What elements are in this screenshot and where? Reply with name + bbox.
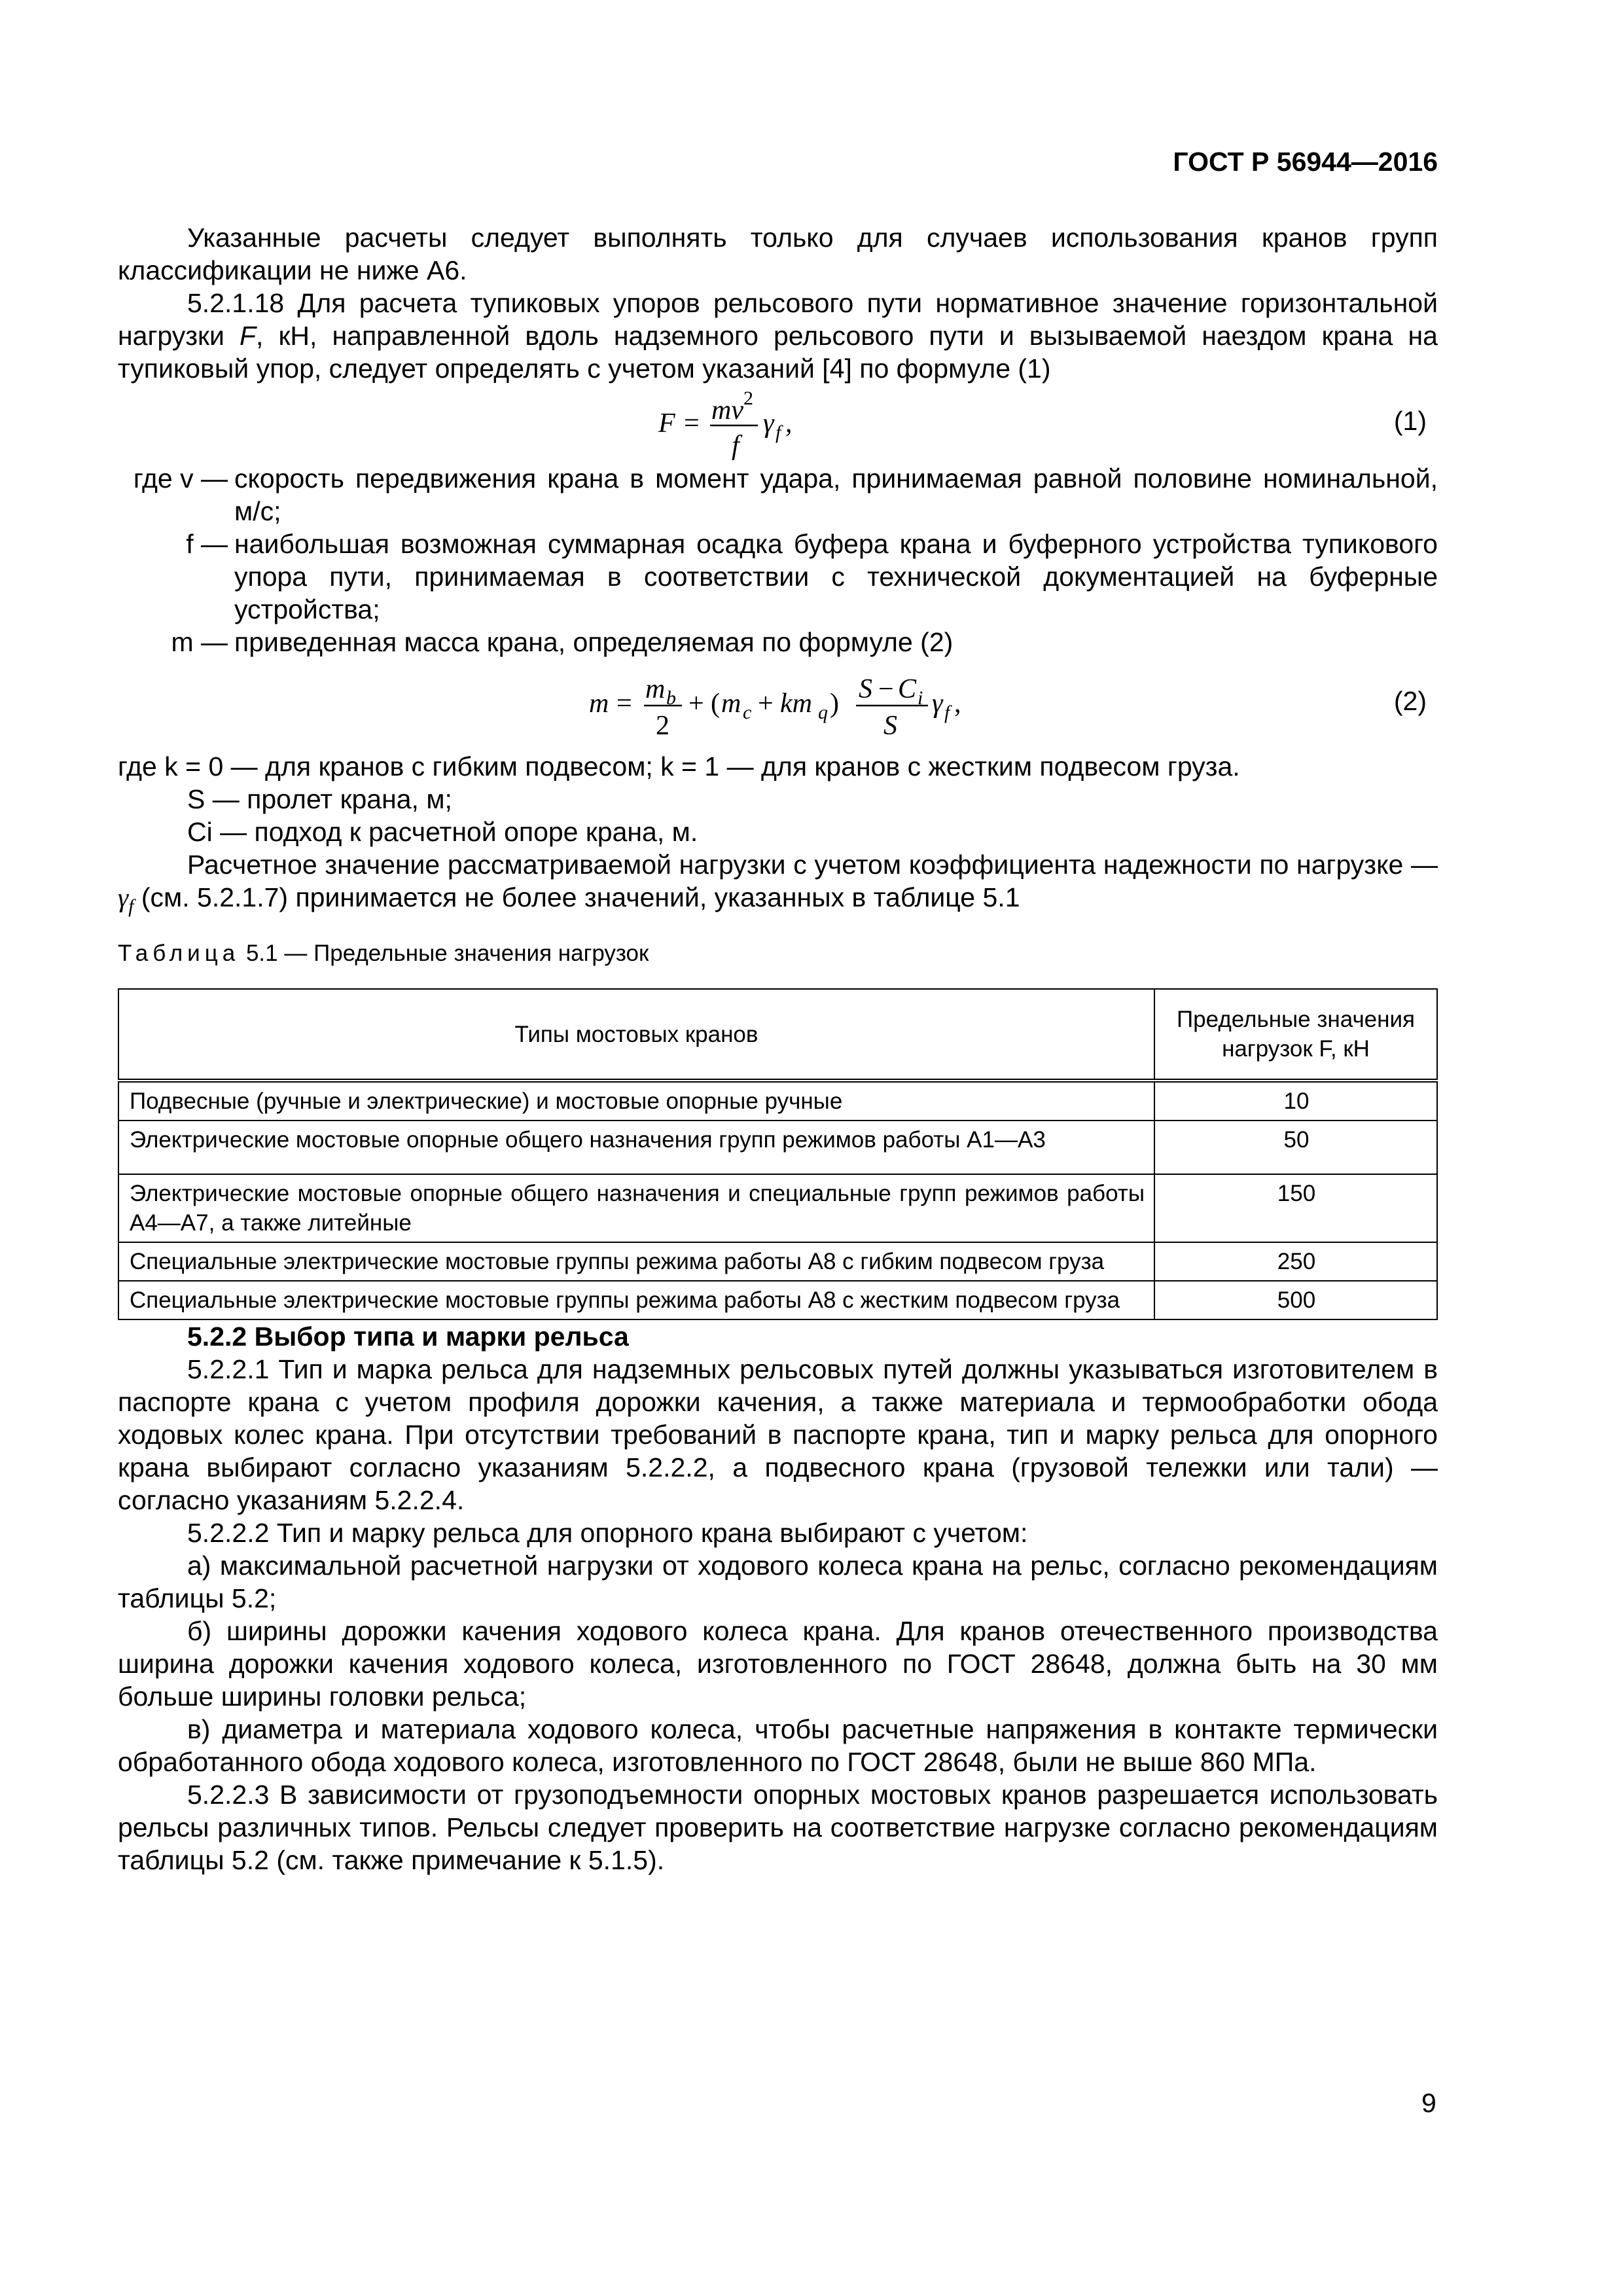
paragraph-5-2-2-1: 5.2.2.1 Тип и марка рельса для надземных рельсовых путей должны указываться изготовителем в паспорте крана с учетом профиля дорожки качения, а также материала и термообработки обода ходовых колес крана. При отсутствии требований в паспорте крана, тип и марку рельса для опорного крана выбирают согласно указаниям 5.2.2.2, а подвесного крана (грузовой тележки или тали) — согласно указаниям 5.2.2.4. bbox=[118, 1354, 1438, 1516]
svg-text:γ: γ bbox=[763, 408, 774, 439]
definition-text: скорость передвижения крана в момент удара, принимаемая равной половине номинальной, м/с; bbox=[234, 463, 1438, 526]
limit-value-cell: 10 bbox=[1154, 1081, 1437, 1121]
svg-text:km: km bbox=[780, 689, 812, 719]
svg-text:,: , bbox=[954, 689, 961, 719]
definition-m bbox=[118, 626, 1438, 658]
limit-value-cell: 50 bbox=[1154, 1121, 1437, 1174]
svg-text:=: = bbox=[616, 689, 632, 719]
paragraph-5-2-1-18 bbox=[118, 287, 1438, 385]
svg-text:+: + bbox=[688, 689, 704, 719]
definition-f bbox=[118, 528, 1438, 626]
svg-text:−: − bbox=[878, 674, 894, 704]
limit-value-cell: 500 bbox=[1154, 1281, 1437, 1319]
list-item-c: в) диаметра и материала ходового колеса, чтобы расчетные напряжения в контакте термически обработанного обода ходового колеса, изготовленного по ГОСТ 28648, были не выше 860 МПа. bbox=[118, 1714, 1438, 1778]
table-row bbox=[118, 1281, 1437, 1319]
svg-text:i: i bbox=[918, 687, 923, 709]
crane-type-cell: Специальные электрические мостовые группы режима работы А8 с гибким подвесом груза bbox=[118, 1242, 1154, 1281]
svg-text:f: f bbox=[732, 431, 740, 461]
svg-text:mv: mv bbox=[711, 395, 743, 425]
definition-symbol: m — bbox=[171, 627, 228, 657]
paragraph-text: Расчетное значение рассматриваемой нагрузки с учетом коэффициента надежности по нагрузке — bbox=[187, 850, 1438, 880]
svg-text:(: ( bbox=[711, 689, 720, 719]
definition-text: приведенная масса крана, определяемая по формуле (2) bbox=[234, 627, 954, 657]
paragraph-text: 5.2.1.18 Для расчета тупиковых упоров рельсового пути нормативное значение горизонтальной нагрузки bbox=[118, 288, 1438, 351]
crane-type-cell: Электрические мостовые опорные общего назначения и специальные групп режимов работы А4—А7, а также литейные bbox=[118, 1174, 1154, 1242]
svg-text:c: c bbox=[743, 702, 752, 723]
formula-2-row bbox=[118, 658, 1438, 750]
svg-text:S: S bbox=[883, 711, 897, 741]
section-title: 5.2.2 Выбор типа и марки рельса bbox=[187, 1321, 629, 1352]
loads-table bbox=[118, 988, 1438, 1320]
svg-text:m: m bbox=[721, 689, 741, 719]
crane-type-cell: Подвесные (ручные и электрические) и мостовые опорные ручные bbox=[118, 1081, 1154, 1121]
definition-s: S — пролет крана, м; bbox=[187, 784, 452, 814]
table-row bbox=[118, 1174, 1437, 1242]
equation-number: (2) bbox=[1393, 686, 1427, 716]
paragraph-text: (см. 5.2.1.7) принимается не более значений, указанных в таблице 5.1 bbox=[134, 882, 1020, 912]
document-code: ГОСТ Р 56944—2016 bbox=[1173, 147, 1438, 177]
svg-text:C: C bbox=[898, 674, 917, 704]
paragraph-design-value bbox=[118, 848, 1438, 923]
table-caption bbox=[118, 937, 1438, 970]
table-caption-text: 5.1 — Предельные значения нагрузок bbox=[245, 941, 649, 967]
formula-1-row bbox=[118, 385, 1438, 462]
page-number: 9 bbox=[1421, 2088, 1436, 2118]
list-item-a: а) максимальной расчетной нагрузки от ходового колеса крана на рельс, согласно рекомендациям таблицы 5.2; bbox=[118, 1551, 1438, 1614]
table-caption-label: Таблица bbox=[118, 941, 240, 967]
svg-text:b: b bbox=[666, 687, 676, 709]
formula-2 bbox=[118, 658, 1438, 750]
table-header-row bbox=[118, 989, 1437, 1081]
definition-symbol: f — bbox=[186, 529, 228, 559]
paragraph-intro: Указанные расчеты следует выполнять только для случаев использования кранов групп классификации не ниже А6. bbox=[118, 223, 1438, 285]
definition-ci: Ci — подход к расчетной опоре крана, м. bbox=[187, 817, 698, 847]
svg-text:2: 2 bbox=[743, 387, 753, 409]
paragraph-5-2-2-3: 5.2.2.3 В зависимости от грузоподъемности опорных мостовых кранов разрешается использовать рельсы различных типов. Рельсы следует проверить на соответствие нагрузке согласно рекомендациям таблицы 5.2 (см. также примечание к 5.1.5). bbox=[118, 1780, 1438, 1876]
svg-text:f: f bbox=[776, 422, 781, 443]
svg-text:F: F bbox=[658, 408, 675, 439]
svg-text:,: , bbox=[785, 408, 793, 439]
gamma-f-symbol: $\gamma_f$ bbox=[118, 882, 134, 918]
page-content bbox=[118, 221, 1438, 1876]
definition-symbol: где v — bbox=[133, 463, 228, 493]
svg-text:q: q bbox=[818, 702, 828, 723]
paragraph-5-2-2-2: 5.2.2.2 Тип и марку рельса для опорного крана выбирают с учетом: bbox=[187, 1518, 1028, 1549]
svg-text:m: m bbox=[645, 674, 666, 704]
svg-text:m: m bbox=[589, 689, 609, 719]
limit-value-cell: 250 bbox=[1154, 1242, 1437, 1281]
definition-k: где k = 0 — для кранов с гибким подвесом; k = 1 — для кранов с жестким подвесом груза. bbox=[118, 751, 1240, 781]
list-item-b: б) ширины дорожки качения ходового колеса крана. Для кранов отечественного производства ширина дорожки качения ходового колеса, изготовленного по ГОСТ 28648, должна быть на 30 мм больше ширины головки рельса; bbox=[118, 1616, 1438, 1712]
svg-text:f: f bbox=[944, 702, 950, 723]
crane-type-cell: Электрические мостовые опорные общего назначения групп режимов работы А1—А3 bbox=[118, 1121, 1154, 1174]
crane-type-cell: Специальные электрические мостовые группы режима работы А8 с жестким подвесом груза bbox=[118, 1281, 1154, 1319]
column-header-crane-types: Типы мостовых кранов bbox=[118, 989, 1154, 1081]
svg-text:S: S bbox=[859, 674, 872, 704]
definitions-1 bbox=[118, 462, 1438, 658]
svg-text:2: 2 bbox=[656, 711, 669, 741]
formula-1 bbox=[118, 385, 1438, 462]
variable-f: F bbox=[239, 321, 257, 351]
table-row bbox=[118, 1081, 1437, 1121]
column-header-limit-values: Предельные значения нагрузок F, кН bbox=[1154, 989, 1437, 1081]
definition-v bbox=[118, 462, 1438, 528]
definition-text: наибольшая возможная суммарная осадка буфера крана и буферного устройства тупикового упора пути, принимаемая в соответствии с технической документацией на буферные устройства; bbox=[234, 529, 1438, 624]
limit-value-cell: 150 bbox=[1154, 1174, 1437, 1242]
svg-text:+: + bbox=[758, 689, 774, 719]
svg-text:): ) bbox=[830, 689, 839, 719]
table-row bbox=[118, 1121, 1437, 1174]
paragraph-text: , кН, направленной вдоль надземного рельсового пути и вызываемой наездом крана на тупиковый упор, следует определять с учетом указаний [4] по формуле (1) bbox=[118, 321, 1438, 384]
table-row bbox=[118, 1242, 1437, 1281]
svg-text:=: = bbox=[684, 408, 700, 439]
svg-text:γ: γ bbox=[932, 689, 943, 719]
equation-number: (1) bbox=[1393, 406, 1427, 436]
